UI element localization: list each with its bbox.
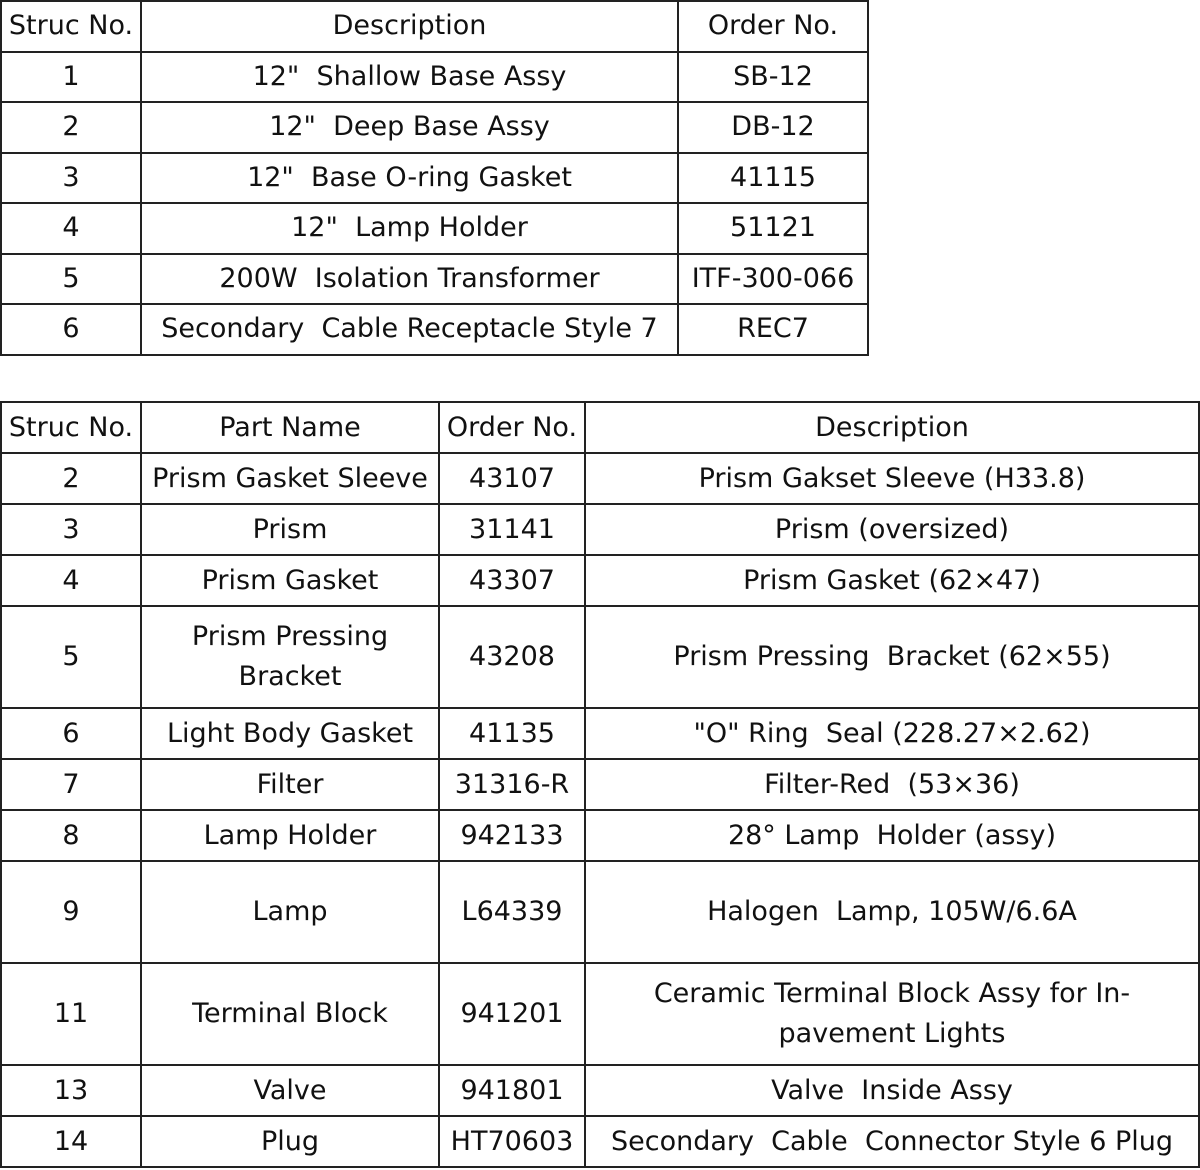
table-row xyxy=(1,153,868,204)
cell-struc-no: 4 xyxy=(1,555,141,606)
cell-struc-no: 5 xyxy=(1,606,141,708)
cell-description: Valve Inside Assy xyxy=(585,1065,1199,1116)
cell-order-no: 942133 xyxy=(439,810,585,861)
table-header-row xyxy=(1,402,1199,453)
cell-struc-no: 14 xyxy=(1,1116,141,1167)
cell-struc-no: 6 xyxy=(1,708,141,759)
cell-description: Ceramic Terminal Block Assy for In-pavement Lights xyxy=(585,963,1199,1065)
table-row xyxy=(1,759,1199,810)
cell-order-no: REC7 xyxy=(678,304,868,355)
cell-struc-no: 5 xyxy=(1,254,141,305)
table-row xyxy=(1,555,1199,606)
table-row xyxy=(1,861,1199,963)
cell-description: Halogen Lamp, 105W/6.6A xyxy=(585,861,1199,963)
table-row xyxy=(1,1065,1199,1116)
cell-order-no: 941801 xyxy=(439,1065,585,1116)
cell-order-no: L64339 xyxy=(439,861,585,963)
cell-description: Filter-Red (53×36) xyxy=(585,759,1199,810)
cell-part-name: Prism Gasket xyxy=(141,555,439,606)
table-row xyxy=(1,102,868,153)
cell-description: 12" Lamp Holder xyxy=(141,203,678,254)
cell-part-name: Prism xyxy=(141,504,439,555)
header-struc-no: Struc No. xyxy=(1,1,141,52)
cell-order-no: SB-12 xyxy=(678,52,868,103)
header-part-name: Part Name xyxy=(141,402,439,453)
table-row xyxy=(1,453,1199,504)
table-row xyxy=(1,1116,1199,1167)
header-struc-no: Struc No. xyxy=(1,402,141,453)
table-header-row xyxy=(1,1,868,52)
cell-part-name: Prism Pressing Bracket xyxy=(141,606,439,708)
cell-description: 12" Shallow Base Assy xyxy=(141,52,678,103)
cell-order-no: ITF-300-066 xyxy=(678,254,868,305)
cell-part-name: Lamp xyxy=(141,861,439,963)
cell-description: 12" Deep Base Assy xyxy=(141,102,678,153)
cell-struc-no: 11 xyxy=(1,963,141,1065)
cell-struc-no: 3 xyxy=(1,504,141,555)
header-order-no: Order No. xyxy=(439,402,585,453)
table-row xyxy=(1,52,868,103)
table-row xyxy=(1,304,868,355)
cell-struc-no: 13 xyxy=(1,1065,141,1116)
cell-order-no: 43208 xyxy=(439,606,585,708)
cell-description: Prism (oversized) xyxy=(585,504,1199,555)
cell-description: 200W Isolation Transformer xyxy=(141,254,678,305)
cell-order-no: 41135 xyxy=(439,708,585,759)
cell-description: Prism Pressing Bracket (62×55) xyxy=(585,606,1199,708)
cell-struc-no: 4 xyxy=(1,203,141,254)
cell-struc-no: 9 xyxy=(1,861,141,963)
parts-table-base xyxy=(0,0,869,356)
cell-description: 12" Base O-ring Gasket xyxy=(141,153,678,204)
cell-struc-no: 6 xyxy=(1,304,141,355)
cell-order-no: 41115 xyxy=(678,153,868,204)
cell-order-no: 941201 xyxy=(439,963,585,1065)
cell-order-no: HT70603 xyxy=(439,1116,585,1167)
table-row xyxy=(1,254,868,305)
cell-description: Prism Gakset Sleeve (H33.8) xyxy=(585,453,1199,504)
table-row xyxy=(1,810,1199,861)
cell-order-no: 31316-R xyxy=(439,759,585,810)
cell-part-name: Plug xyxy=(141,1116,439,1167)
header-order-no: Order No. xyxy=(678,1,868,52)
cell-order-no: 43307 xyxy=(439,555,585,606)
cell-part-name: Terminal Block xyxy=(141,963,439,1065)
cell-part-name: Lamp Holder xyxy=(141,810,439,861)
table-row xyxy=(1,504,1199,555)
table-row xyxy=(1,963,1199,1065)
cell-order-no: 51121 xyxy=(678,203,868,254)
cell-description: Prism Gasket (62×47) xyxy=(585,555,1199,606)
cell-part-name: Light Body Gasket xyxy=(141,708,439,759)
cell-order-no: DB-12 xyxy=(678,102,868,153)
cell-description: 28° Lamp Holder (assy) xyxy=(585,810,1199,861)
cell-part-name: Prism Gasket Sleeve xyxy=(141,453,439,504)
cell-description: Secondary Cable Receptacle Style 7 xyxy=(141,304,678,355)
cell-order-no: 43107 xyxy=(439,453,585,504)
cell-struc-no: 2 xyxy=(1,102,141,153)
cell-description: Secondary Cable Connector Style 6 Plug xyxy=(585,1116,1199,1167)
table-row xyxy=(1,203,868,254)
cell-description: "O" Ring Seal (228.27×2.62) xyxy=(585,708,1199,759)
cell-struc-no: 3 xyxy=(1,153,141,204)
table-row xyxy=(1,708,1199,759)
cell-struc-no: 2 xyxy=(1,453,141,504)
cell-part-name: Filter xyxy=(141,759,439,810)
cell-order-no: 31141 xyxy=(439,504,585,555)
header-description: Description xyxy=(141,1,678,52)
cell-part-name: Valve xyxy=(141,1065,439,1116)
cell-struc-no: 7 xyxy=(1,759,141,810)
cell-struc-no: 1 xyxy=(1,52,141,103)
table-row xyxy=(1,606,1199,708)
parts-table-light xyxy=(0,401,1200,1168)
header-description: Description xyxy=(585,402,1199,453)
cell-struc-no: 8 xyxy=(1,810,141,861)
